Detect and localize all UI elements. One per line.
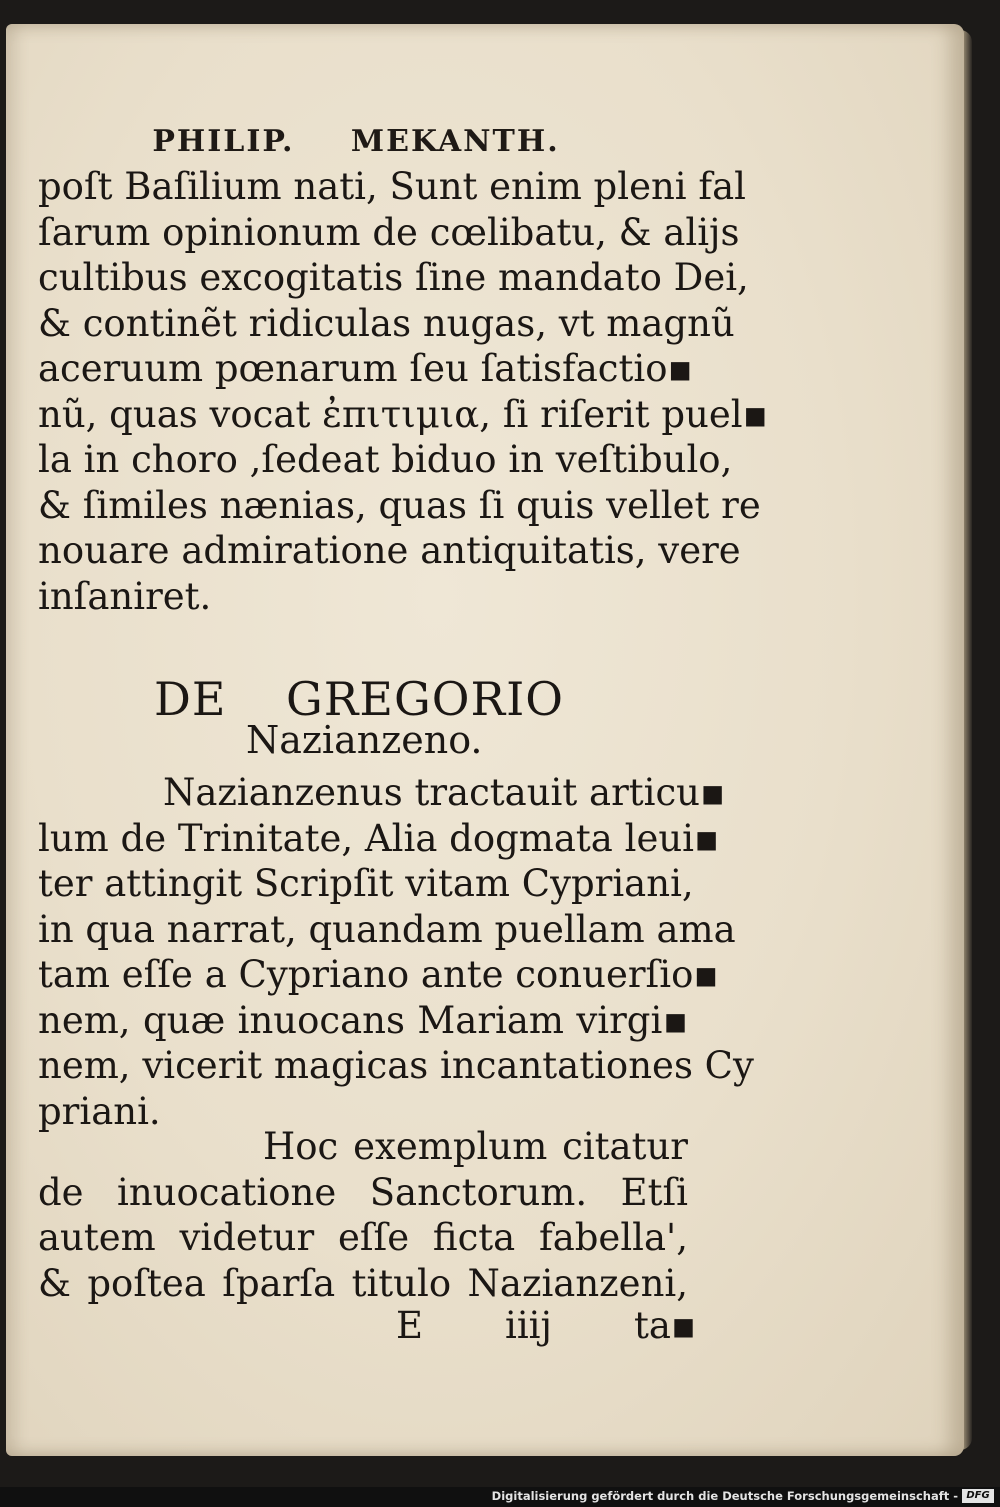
text-line: Hoc exemplum citatur [263,1125,688,1168]
text-line: nem, vicerit magicas incantationes Cy [38,1044,754,1087]
text-line: lum de Trinitate, Alia dogmata leui▪ [38,816,720,860]
paragraph-2 [38,770,754,1134]
text-line: cultibus excogitatis ſine mandato Dei, [38,256,749,299]
running-head-left: PHILIP. [152,124,295,159]
text-line: priani. [38,1089,161,1133]
text-line: aceruum pœnarum ſeu ſatisfactio▪ [38,347,693,390]
footer-credit: Digitalisierung gefördert durch die Deutsche Forschungsgemeinschaft - [491,1489,958,1503]
running-head-right: MEKANTH. [350,124,560,159]
text-line: Nazianzenus tractauit articu▪ [163,771,726,814]
book-page [6,24,964,1456]
text-line: nouare admiratione antiquitatis, vere [38,529,741,572]
signature-line [396,1304,696,1347]
section-subheading: Nazianzeno. [246,718,483,762]
text-line: in qua narrat, quandam puellam ama [38,907,736,951]
signature-number: iiij [505,1304,552,1347]
text-line: de inuocatione Sanctorum. Etſi [38,1170,688,1214]
catchword: ta▪ [633,1304,696,1347]
paragraph-3 [38,1124,688,1306]
signature-mark: E [396,1304,424,1347]
running-head [6,124,706,159]
text-line: la in choro ,ſedeat biduo in veſtibulo, [38,438,733,481]
text-line: & continẽt ridiculas nugas, vt magnũ [38,301,735,345]
text-line: & ſimiles nænias, quas ſi quis vellet re [38,483,761,527]
dfg-logo-icon: DFG [962,1489,994,1503]
text-line: nem, quæ inuocans Mariam virgi▪ [38,998,688,1042]
text-line: inſaniret. [38,574,212,618]
text-line: tam eſſe a Cypriano ante conuerſio▪ [38,953,719,996]
paragraph-1 [38,164,768,619]
section-heading: DE GREGORIO [154,672,564,726]
text-line: & poſtea ſparſa titulo Nazianzeni, [38,1261,688,1305]
text-line: ſarum opinionum de cœlibatu, & alijs [38,210,740,254]
text-line: poſt Baſilium nati, Sunt enim pleni fal [38,165,746,208]
text-line: ter attingit Scripſit vitam Cypriani, [38,862,694,905]
text-line: nũ, quas vocat ἐπιτιμια, ſi riſerit puel▪ [38,392,768,436]
text-line: autem videtur eſſe ficta fabella', [38,1216,688,1259]
